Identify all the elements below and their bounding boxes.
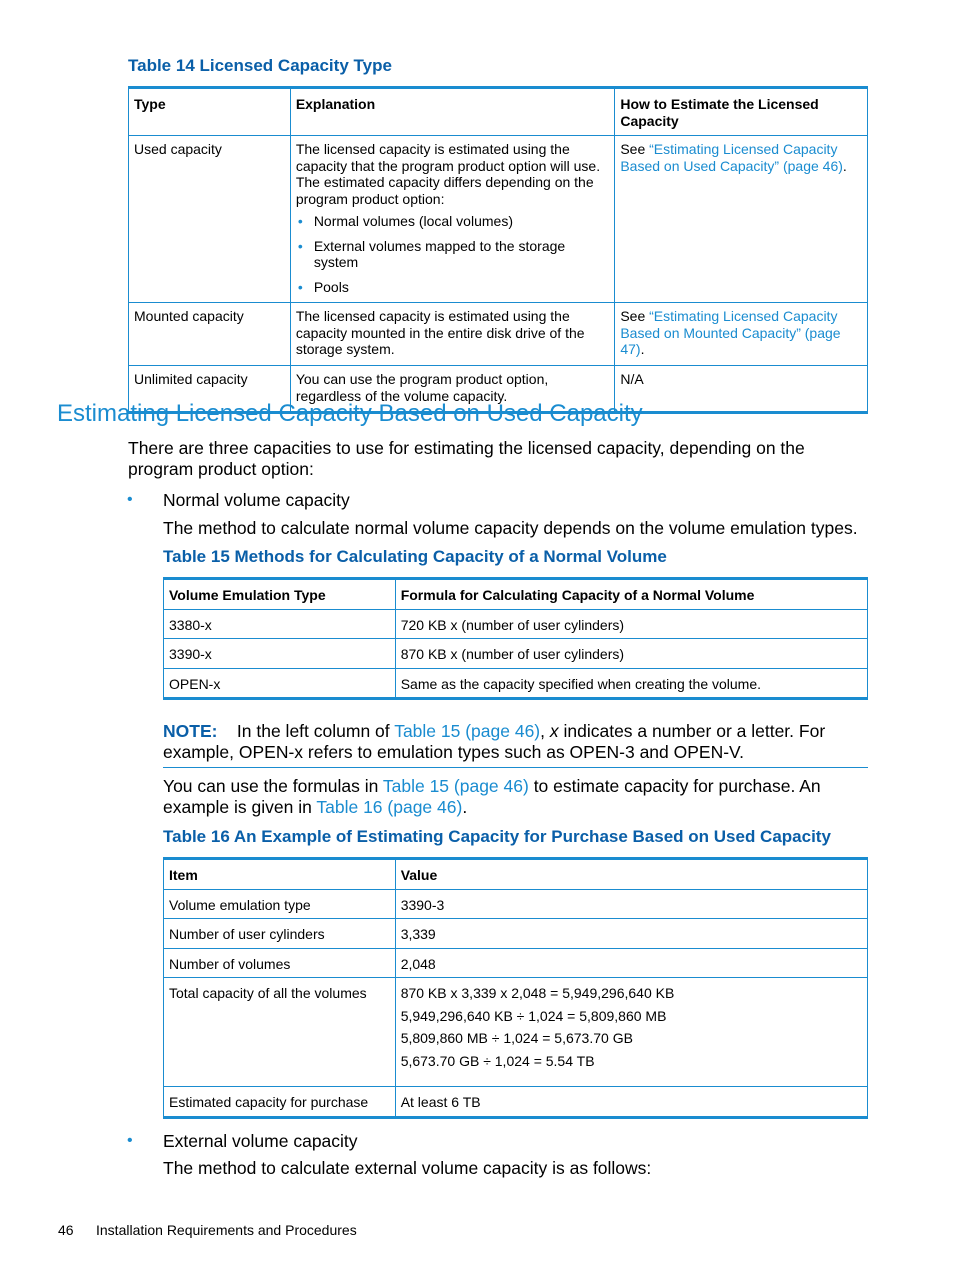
table-header-row xyxy=(129,88,868,136)
note-variable: x xyxy=(549,721,559,741)
table-estimate-example xyxy=(163,857,868,1119)
note-text: In the left column of xyxy=(236,721,395,741)
list-item: • Normal volumes (local volumes) xyxy=(314,213,610,230)
list-item: • Pools xyxy=(314,279,610,296)
cell-formula: 720 KB x (number of user cylinders) xyxy=(395,609,867,639)
explanation-text: The licensed capacity is estimated using the capacity that the program product option will use. The estimated capacity differs depending on the program product option: xyxy=(295,141,601,207)
see-text: See xyxy=(620,308,650,324)
page-footer xyxy=(58,1222,357,1238)
col-header-explanation: Explanation xyxy=(290,88,615,136)
note-text: , xyxy=(540,721,550,741)
cell-emulation-type: 3390-x xyxy=(164,639,396,669)
table-row xyxy=(164,978,868,1087)
table-row xyxy=(164,668,868,699)
table-licensed-capacity-type xyxy=(128,86,868,414)
note-label: NOTE: xyxy=(163,721,218,741)
period-text: . xyxy=(842,157,847,174)
link-table15[interactable]: Table 15 (page 46) xyxy=(394,721,541,741)
col-header-item: Item xyxy=(164,859,396,890)
table14-caption: Table 14 Licensed Capacity Type xyxy=(128,56,392,75)
cell-formula: 870 KB x (number of user cylinders) xyxy=(395,639,867,669)
calc-line: 870 KB x 3,339 x 2,048 = 5,949,296,640 KB xyxy=(400,985,675,1001)
cell-item: Number of volumes xyxy=(164,948,396,978)
col-header-emulation-type: Volume Emulation Type xyxy=(164,579,396,610)
table15-caption: Table 15 Methods for Calculating Capacity of a Normal Volume xyxy=(163,547,667,566)
table-row xyxy=(164,948,868,978)
link-estimating-mounted-capacity[interactable]: “Estimating Licensed Capacity Based on Mounted Capacity” (page 47) xyxy=(620,308,841,357)
table16-caption: Table 16 An Example of Estimating Capacity for Purchase Based on Used Capacity xyxy=(163,827,831,846)
intro-paragraph: There are three capacities to use for estimating the licensed capacity, depending on the program product option: xyxy=(128,438,805,479)
cell-value: At least 6 TB xyxy=(395,1087,867,1118)
cell-explanation: You can use the program product option, regardless of the volume capacity. xyxy=(290,366,615,413)
link-table15[interactable]: Table 15 (page 46) xyxy=(382,776,529,796)
page-number: 46 xyxy=(58,1222,74,1238)
bullet-normal-volume-label: Normal volume capacity xyxy=(163,490,350,510)
link-estimating-used-capacity[interactable]: “Estimating Licensed Capacity Based on Used Capacity” (page 46) xyxy=(620,141,843,174)
cell-value xyxy=(395,978,867,1087)
bullet-icon: • xyxy=(127,1132,133,1149)
cell-explanation xyxy=(290,136,615,303)
bullet-icon: • xyxy=(127,491,133,508)
cell-how: N/A xyxy=(615,366,868,413)
list-item: • External volumes mapped to the storage system xyxy=(314,238,610,271)
table-header-row xyxy=(164,859,868,890)
calc-line: 5,949,296,640 KB ÷ 1,024 = 5,809,860 MB xyxy=(400,1007,667,1024)
cell-item: Total capacity of all the volumes xyxy=(164,978,396,1087)
cell-emulation-type: 3380-x xyxy=(164,609,396,639)
table-row xyxy=(164,639,868,669)
col-header-type: Type xyxy=(129,88,291,136)
paragraph-text: . xyxy=(462,797,468,817)
cell-how xyxy=(615,303,868,366)
cell-item: Volume emulation type xyxy=(164,889,396,919)
table-row xyxy=(164,919,868,949)
cell-value: 3390-3 xyxy=(395,889,867,919)
note xyxy=(163,721,871,763)
section-heading: Estimating Licensed Capacity Based on Used Capacity xyxy=(57,400,643,427)
explanation-bullets xyxy=(296,213,610,295)
cell-item: Number of user cylinders xyxy=(164,919,396,949)
table-row xyxy=(164,889,868,919)
table-header-row xyxy=(164,579,868,610)
calc-line: 5,673.70 GB ÷ 1,024 = 5.54 TB xyxy=(400,1052,595,1069)
footer-title: Installation Requirements and Procedures xyxy=(96,1222,357,1238)
external-volume-text: The method to calculate external volume capacity is as follows: xyxy=(163,1158,652,1178)
link-table16[interactable]: Table 16 (page 46) xyxy=(316,797,463,817)
cell-type: Used capacity xyxy=(129,136,291,303)
paragraph-text: to estimate capacity for purchase. An example is given in xyxy=(163,776,821,817)
cell-explanation: The licensed capacity is estimated using the capacity mounted in the entire disk drive of the storage system. xyxy=(290,303,615,366)
col-header-formula: Formula for Calculating Capacity of a Normal Volume xyxy=(395,579,867,610)
see-text: See xyxy=(620,141,650,157)
table-normal-volume-methods xyxy=(163,577,868,700)
paragraph-text: You can use the formulas in xyxy=(163,776,383,796)
table-row xyxy=(164,609,868,639)
table-row xyxy=(129,303,868,366)
bullet-external-volume-label: External volume capacity xyxy=(163,1131,358,1151)
cell-type: Unlimited capacity xyxy=(129,366,291,413)
cell-emulation-type: OPEN-x xyxy=(164,668,396,699)
cell-formula: Same as the capacity specified when creating the volume. xyxy=(395,668,867,699)
col-header-how-to-estimate: How to Estimate the Licensed Capacity xyxy=(615,88,868,136)
period-text: . xyxy=(640,341,645,357)
cell-how xyxy=(615,136,868,303)
col-header-value: Value xyxy=(395,859,867,890)
formulas-paragraph xyxy=(163,776,871,818)
cell-type: Mounted capacity xyxy=(129,303,291,366)
cell-item: Estimated capacity for purchase xyxy=(164,1087,396,1118)
normal-volume-text: The method to calculate normal volume capacity depends on the volume emulation types. xyxy=(163,518,858,538)
note-divider xyxy=(163,767,868,768)
table-row xyxy=(164,1087,868,1118)
note-text: indicates a number or a letter. For example, OPEN-x refers to emulation types such as OPEN-3 and OPEN-V. xyxy=(163,721,826,762)
calc-line: 5,809,860 MB ÷ 1,024 = 5,673.70 GB xyxy=(400,1030,633,1046)
cell-value: 2,048 xyxy=(395,948,867,978)
cell-value: 3,339 xyxy=(395,919,867,949)
table-row xyxy=(129,136,868,303)
